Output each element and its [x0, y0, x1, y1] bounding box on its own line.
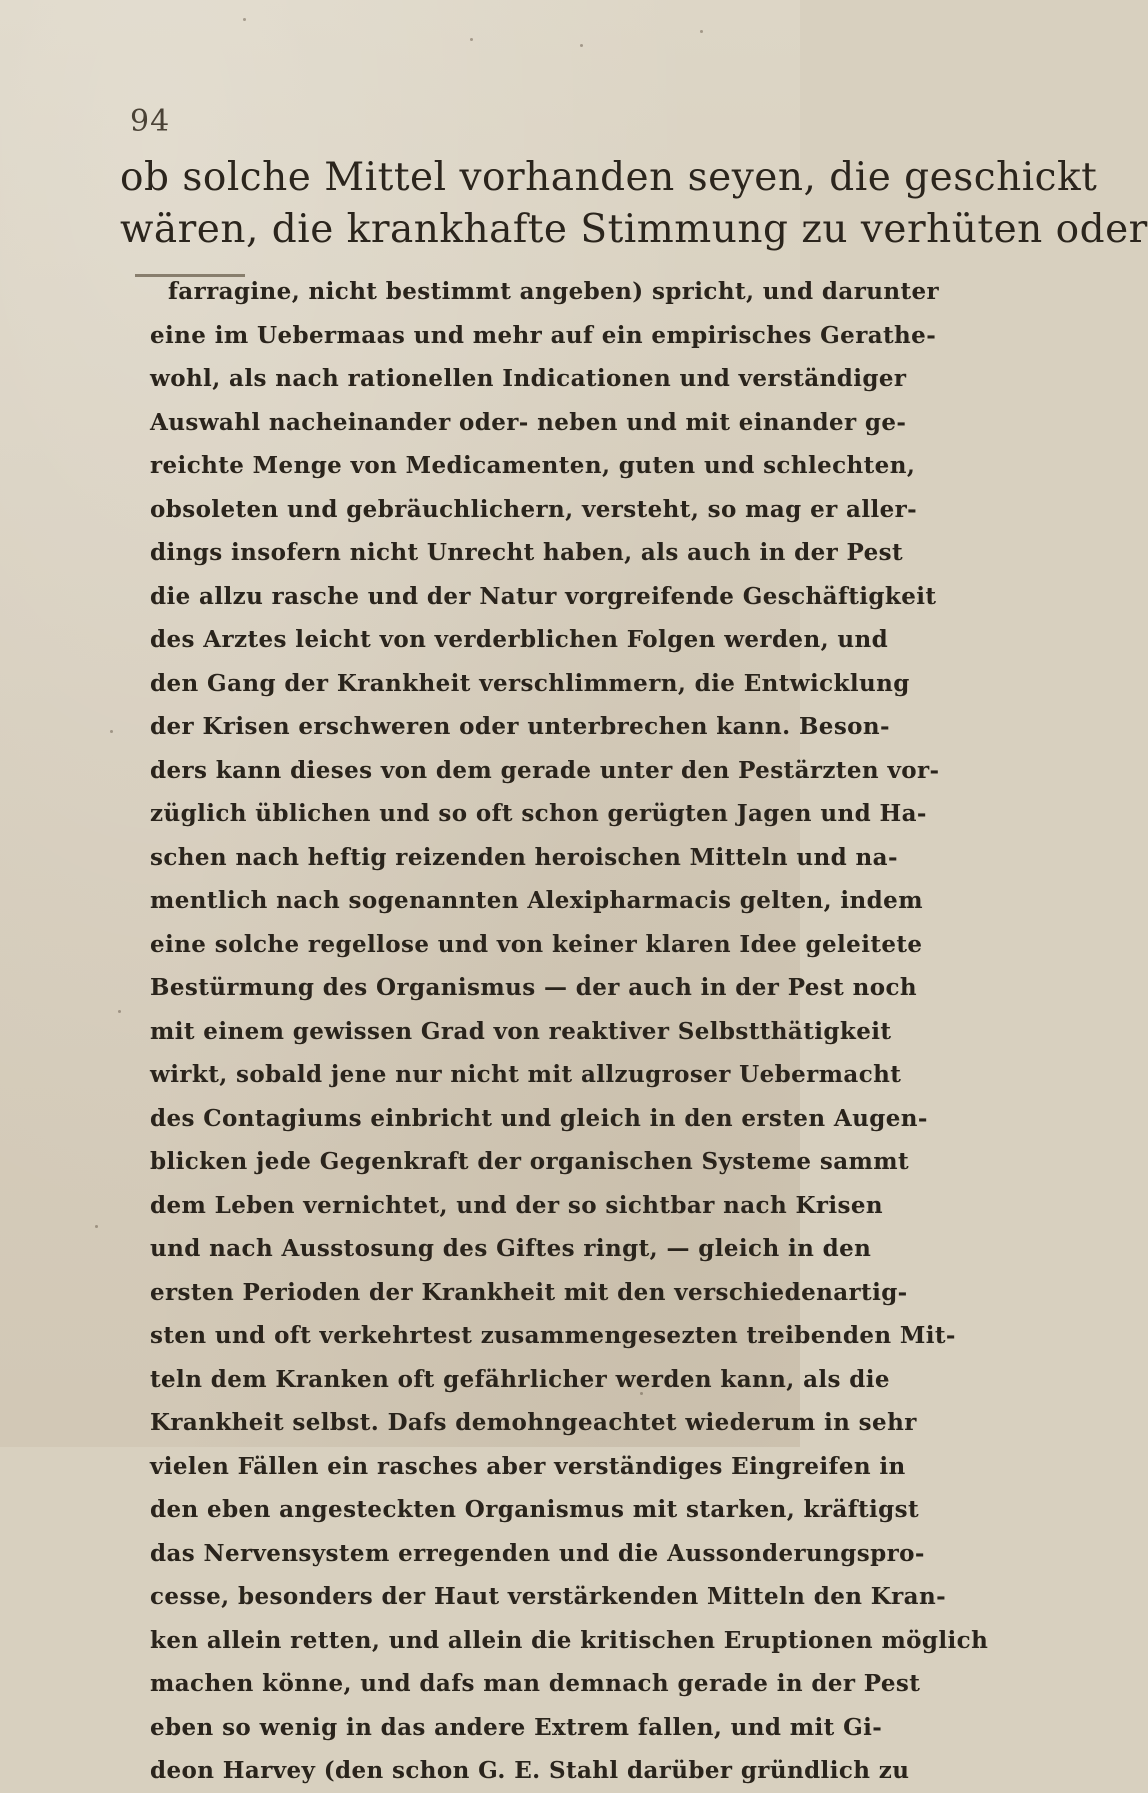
paper-speck [580, 44, 583, 47]
footnote-line: schen nach heftig reizenden heroischen Mitteln und na- [150, 843, 898, 871]
footnote-line: vielen Fällen ein rasches aber verständiges Eingreifen in [150, 1452, 906, 1480]
footnote-line: ersten Perioden der Krankheit mit den verschiedenartig- [150, 1278, 908, 1306]
page-number: 94 [130, 104, 171, 139]
footnote-line: den eben angesteckten Organismus mit starken, kräftigst [150, 1496, 920, 1523]
footnote-line: die allzu rasche und der Natur vorgreifende Geschäftigkeit [150, 582, 937, 610]
footnote-line: den Gang der Krankheit verschlimmern, die Entwicklung [150, 669, 910, 697]
footnote-line: ken allein retten, und allein die kritischen Eruptionen möglich [150, 1626, 989, 1654]
footnote-line: des Contagiums einbricht und gleich in den ersten Augen- [150, 1104, 928, 1132]
footnote-line: cesse, besonders der Haut verstärkenden Mitteln den Kran- [150, 1583, 947, 1610]
paper-speck [640, 1392, 643, 1395]
paper-speck [95, 1225, 98, 1228]
footnote-line: eben so wenig in das andere Extrem fallen, und mit Gi- [150, 1713, 883, 1741]
footnote-line: farragine, nicht bestimmt angeben) spricht, und darunter [168, 278, 940, 305]
footnote-line: wirkt, sobald jene nur nicht mit allzugroser Uebermacht [150, 1061, 902, 1088]
footnote-line: züglich üblichen und so oft schon gerügten Jagen und Ha- [150, 800, 927, 827]
footnote-line: blicken jede Gegenkraft der organischen Systeme sammt [150, 1148, 910, 1175]
main-text [120, 152, 1148, 256]
footnote-line: Auswahl nacheinander oder- neben und mit einander ge- [150, 408, 907, 436]
footnote-text [150, 270, 989, 1793]
footnote-line: und nach Ausstosung des Giftes ringt, — gleich in den [150, 1235, 872, 1262]
paper-speck [470, 38, 473, 41]
paper-speck [700, 30, 703, 33]
footnote-line: mit einem gewissen Grad von reaktiver Selbstthätigkeit [150, 1017, 892, 1045]
footnote-line: eine solche regellose und von keiner klaren Idee geleitete [150, 930, 923, 958]
main-text-line: wären, die krankhafte Stimmung zu verhüten oder [120, 207, 1148, 252]
footnote-line: eine im Uebermaas und mehr auf ein empirisches Gerathe- [150, 321, 937, 349]
footnote-line: der Krisen erschweren oder unterbrechen kann. Beson- [150, 713, 890, 740]
footnote-line: deon Harvey (den schon G. E. Stahl darüber gründlich zu [150, 1757, 910, 1784]
footnote-line: dem Leben vernichtet, und der so sichtbar nach Krisen [150, 1191, 884, 1219]
footnote-line: Krankheit selbst. Dafs demohngeachtet wiederum in sehr [150, 1409, 917, 1436]
footnote-line: Bestürmung des Organismus — der auch in der Pest noch [150, 974, 917, 1001]
paper-speck [243, 18, 246, 21]
paper-speck [110, 730, 113, 733]
footnote-line: mentlich nach sogenannten Alexipharmacis gelten, indem [150, 887, 923, 914]
footnote-line: das Nervensystem erregenden und die Aussonderungspro- [150, 1539, 925, 1567]
footnote-line: des Arztes leicht von verderblichen Folgen werden, und [150, 626, 889, 653]
footnote-line: sten und oft verkehrtest zusammengesezten treibenden Mit- [150, 1322, 956, 1349]
footnote-line: dings insofern nicht Unrecht haben, als auch in der Pest [150, 539, 904, 566]
footnote-line: wohl, als nach rationellen Indicationen und verständiger [150, 365, 907, 392]
footnote-line: reichte Menge von Medicamenten, guten und schlechten, [150, 452, 916, 479]
footnote-line: ders kann dieses von dem gerade unter den Pestärzten vor- [150, 756, 940, 784]
footnote-line: teln dem Kranken oft gefährlicher werden kann, als die [150, 1365, 890, 1393]
footnote-line: obsoleten und gebräuchlichern, versteht, so mag er aller- [150, 495, 918, 523]
footnote-line: machen könne, und dafs man demnach gerade in der Pest [150, 1670, 921, 1697]
paper-speck [118, 1010, 121, 1013]
main-text-line: ob solche Mittel vorhanden seyen, die geschickt [120, 155, 1098, 200]
